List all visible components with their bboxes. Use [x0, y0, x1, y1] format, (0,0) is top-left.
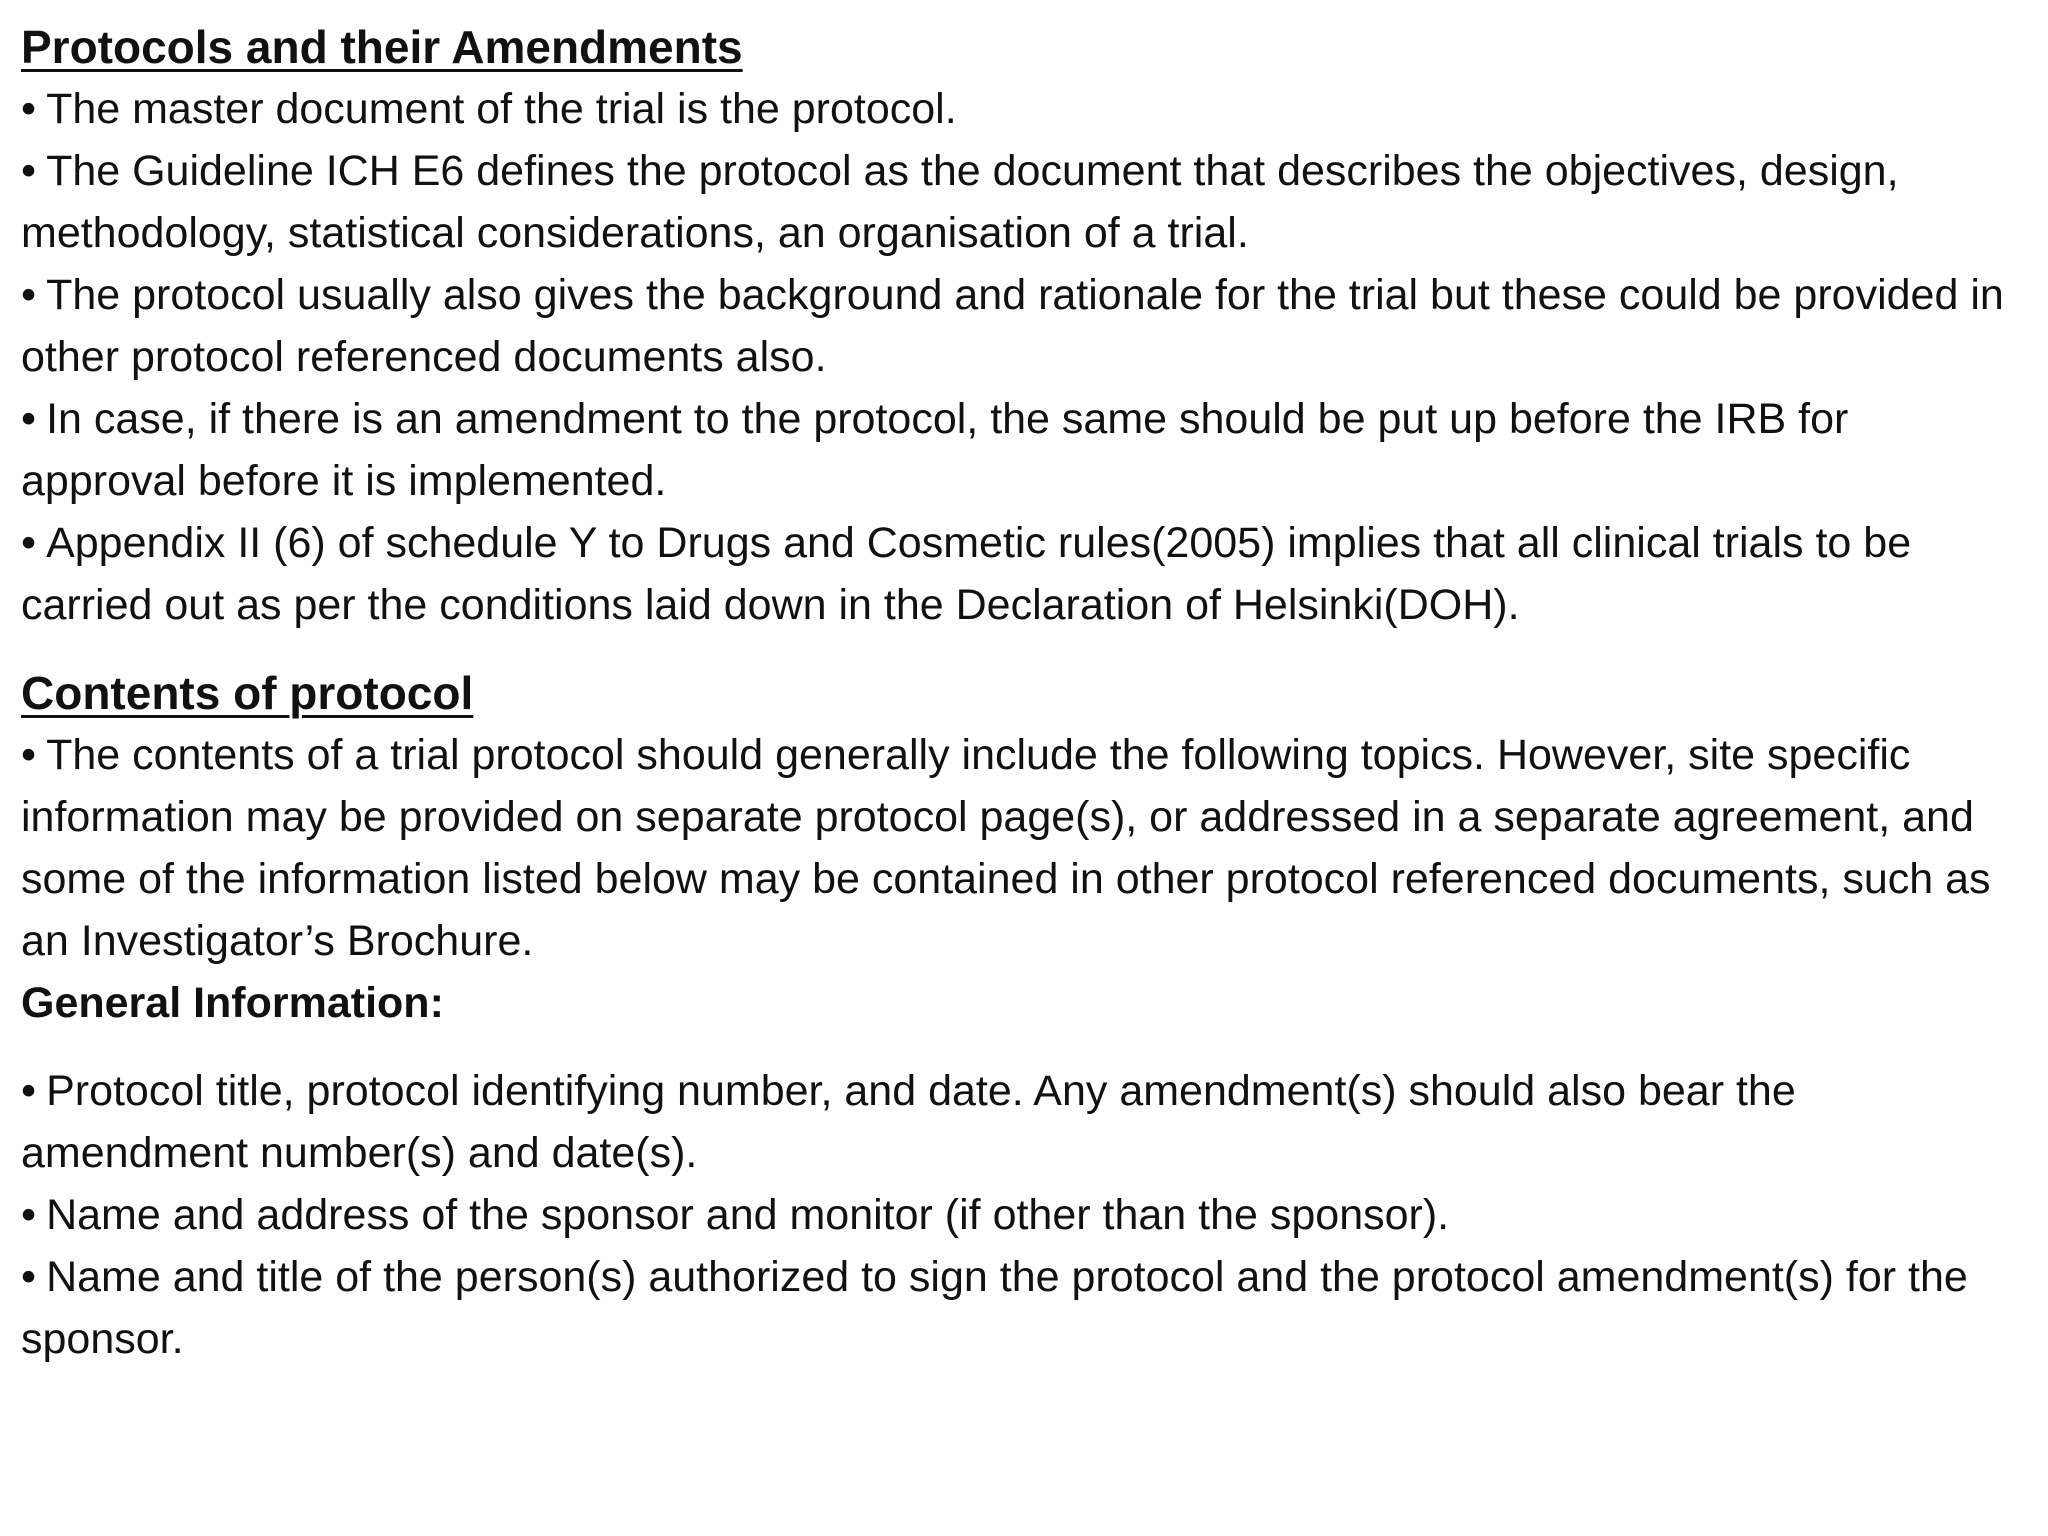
bullet-item: [21, 1060, 2021, 1184]
section-spacer: [21, 636, 2021, 662]
bullet-item: [21, 724, 2021, 972]
bullet-text: The protocol usually also gives the background and rationale for the trial but these could be provided in other protocol referenced documents also.: [21, 271, 2004, 381]
bullet-text: Appendix II (6) of schedule Y to Drugs and Cosmetic rules(2005) implies that all clinical trials to be carried out as per the conditions laid down in the Declaration of Helsinki(DOH).: [21, 519, 1912, 629]
bullet-text: The Guideline ICH E6 defines the protocol as the document that describes the objectives, design, methodology, statistical considerations, an organisation of a trial.: [21, 147, 1899, 257]
bullet-item: [21, 1184, 2021, 1246]
section-heading-protocols-amendments: Protocols and their Amendments: [21, 21, 743, 73]
bullet-glyph: •: [21, 1191, 37, 1239]
bullet-text: In case, if there is an amendment to the protocol, the same should be put up before the IRB for approval before it is implemented.: [21, 395, 1849, 505]
bullet-item: [21, 1246, 2021, 1370]
bullet-glyph: •: [21, 85, 37, 133]
bullet-text: Protocol title, protocol identifying number, and date. Any amendment(s) should also bear the amendment number(s) and date(s).: [21, 1067, 1796, 1177]
bullet-item: [21, 388, 2021, 512]
document-slide: [21, 16, 2021, 1370]
subheading-spacer: [21, 1034, 2021, 1060]
bullet-text: The contents of a trial protocol should generally include the following topics. However, site specific information may be provided on separate protocol page(s), or addressed in a separate agreement, and some of the information listed below may be contained in other protocol referenced documents, such as an Investigator’s Brochure.: [21, 731, 1991, 965]
bullet-glyph: •: [21, 1067, 37, 1115]
bullet-item: [21, 140, 2021, 264]
bullet-glyph: •: [21, 271, 37, 319]
bullet-glyph: •: [21, 1253, 37, 1301]
bullet-item: [21, 78, 2021, 140]
bullet-text: Name and address of the sponsor and monitor (if other than the sponsor).: [46, 1191, 1450, 1239]
bullet-glyph: •: [21, 395, 37, 443]
general-information-subheading: General Information:: [21, 979, 444, 1027]
bullet-glyph: •: [21, 519, 37, 567]
bullet-text: The master document of the trial is the protocol.: [46, 85, 957, 133]
bullet-text: Name and title of the person(s) authorized to sign the protocol and the protocol amendment(s) for the sponsor.: [21, 1253, 1968, 1363]
section-heading-contents-protocol: Contents of protocol: [21, 667, 474, 719]
bullet-item: [21, 264, 2021, 388]
bullet-glyph: •: [21, 731, 37, 779]
bullet-item: [21, 512, 2021, 636]
bullet-glyph: •: [21, 147, 37, 195]
